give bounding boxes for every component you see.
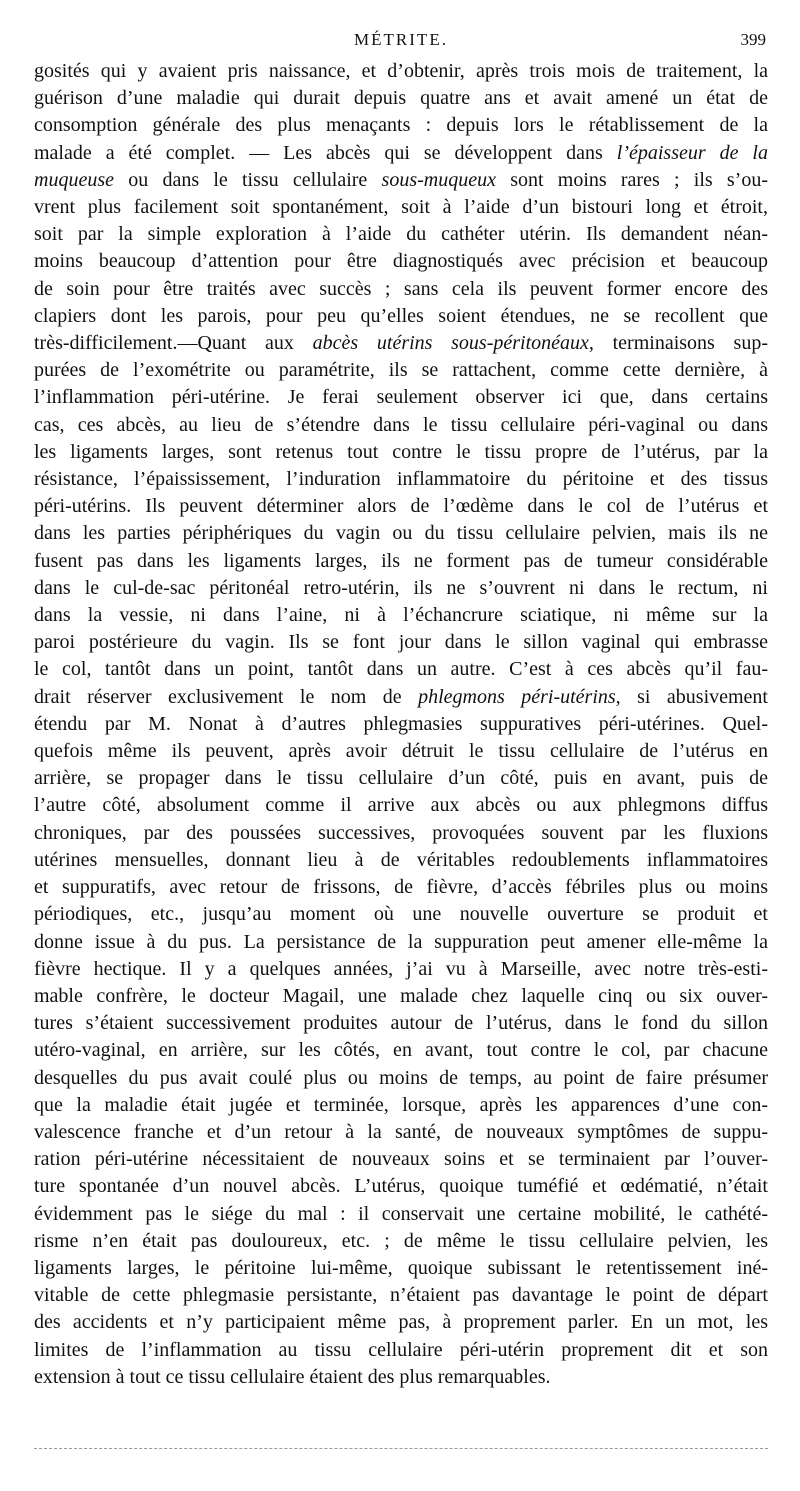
text-line (34, 956, 768, 983)
text-segment: dans le cul-de-sac péritonéal retro-utérin, ils ne s’ouvrent ni dans le rectum, ni (34, 576, 768, 599)
text-segment: utérines mensuelles, donnant lieu à de véritables redoublements inflammatoires (34, 848, 768, 871)
text-segment: ture spontanée d’un nouvel abcès. L’utérus, quoique tuméfié et œdématié, n’était (34, 1175, 768, 1198)
text-line (34, 194, 768, 221)
text-segment: arrière, se propager dans le tissu cellulaire d’un côté, puis en avant, puis de (34, 767, 768, 790)
text-line (34, 1201, 768, 1228)
text-line (34, 1282, 768, 1309)
text-segment: étendu par M. Nonat à d’autres phlegmasies suppuratives péri-utérines. Quel- (34, 712, 768, 735)
text-segment: consomption générale des plus menaçants : depuis lors le rétablissement de la (34, 114, 768, 137)
text-segment: paroi postérieure du vagin. Ils se font jour dans le sillon vaginal qui embrasse (34, 631, 768, 654)
text-segment: vitable de cette phlegmasie persistante, n’étaient pas davantage le point de départ (34, 1284, 768, 1307)
text-line (34, 384, 768, 411)
italic-text-segment: l’épaisseur de la (616, 141, 768, 164)
text-segment: de soin pour être traités avec succès ; sans cela ils peuvent former encore des (34, 277, 768, 300)
text-line (34, 820, 768, 847)
text-line (34, 656, 768, 683)
text-line (34, 493, 768, 520)
text-segment: ligaments larges, le péritoine lui-même, quoique subissant le retentissement iné- (34, 1256, 768, 1279)
text-segment: et suppuratifs, avec retour de frissons, de fièvre, d’accès fébriles plus ou moins (34, 876, 768, 899)
page-number: 399 (740, 30, 766, 49)
text-segment: donne issue à du pus. La persistance de la suppuration peut amener elle-même la (34, 930, 768, 953)
text-segment: dans la vessie, ni dans l’aine, ni à l’échancrure sciatique, ni même sur la (34, 604, 768, 627)
text-line (34, 140, 768, 167)
text-segment: ration péri-utérine nécessitaient de nouveaux soins et se terminaient par l’ouver- (34, 1148, 768, 1171)
body-paragraph (34, 58, 768, 1391)
text-line (34, 629, 768, 656)
text-line (34, 1364, 768, 1391)
text-segment: des accidents et n’y participaient même pas, à proprement parler. En un mot, les (34, 1311, 768, 1334)
text-segment: le col, tantôt dans un point, tantôt dans un autre. C’est à ces abcès qu’il fau- (34, 658, 768, 681)
italic-text-segment: abcès utérins sous-péritonéaux (312, 332, 589, 355)
text-segment: drait réserver exclusivement le nom de (34, 685, 419, 708)
text-line (34, 602, 768, 629)
text-segment: purées de l’exométrite ou paramétrite, ils se rattachent, comme cette dernière, à (34, 359, 768, 382)
text-line (34, 303, 768, 330)
text-line (34, 248, 768, 275)
italic-text-segment: phlegmons péri-utérins (418, 685, 616, 708)
text-segment: malade a été complet. — Les abcès qui se développent dans (34, 141, 617, 164)
text-segment: péri-utérins. Ils peuvent déterminer alors de l’œdème dans le col de l’utérus et (34, 495, 768, 518)
text-line (34, 1010, 768, 1037)
text-segment: fusent pas dans les ligaments larges, ils ne forment pas de tumeur considérable (34, 549, 768, 572)
text-segment: quefois même ils peuvent, après avoir détruit le tissu cellulaire de l’utérus en (34, 740, 768, 763)
text-segment: valescence franche et d’un retour à la santé, de nouveaux symptômes de suppu- (34, 1120, 768, 1143)
text-line (34, 412, 768, 439)
page-header (34, 30, 768, 58)
text-segment: résistance, l’épaississement, l’induration inflammatoire du péritoine et des tissus (34, 468, 768, 491)
text-line (34, 874, 768, 901)
text-line (34, 439, 768, 466)
text-line (34, 684, 768, 711)
text-line (34, 276, 768, 303)
text-line (34, 983, 768, 1010)
text-segment: que la maladie était jugée et terminée, lorsque, après les apparences d’une con- (34, 1093, 768, 1116)
text-segment: extension à tout ce tissu cellulaire étaient des plus remarquables. (34, 1365, 551, 1388)
text-line (34, 711, 768, 738)
text-segment: périodiques, etc., jusqu’au moment où une nouvelle ouverture se produit et (34, 903, 768, 926)
text-line (34, 929, 768, 956)
text-segment: cas, ces abcès, au lieu de s’étendre dans le tissu cellulaire péri-vaginal ou dans (34, 413, 768, 436)
text-segment: mable confrère, le docteur Magail, une malade chez laquelle cinq ou six ouver- (34, 984, 768, 1007)
text-segment: guérison d’une maladie qui durait depuis quatre ans et avait amené un état de (34, 87, 768, 110)
text-line (34, 1255, 768, 1282)
text-line (34, 1228, 768, 1255)
text-segment: les ligaments larges, sont retenus tout contre le tissu propre de l’utérus, par la (34, 440, 768, 463)
text-line (34, 575, 768, 602)
text-line (34, 85, 768, 112)
text-line (34, 1119, 768, 1146)
text-segment: vrent plus facilement soit spontanément, soit à l’aide d’un bistouri long et étroit, (34, 196, 768, 219)
text-segment: limites de l’inflammation au tissu cellulaire péri-utérin proprement dit et son (34, 1338, 768, 1361)
text-segment: , si abusivement (615, 685, 768, 708)
text-segment: l’inflammation péri-utérine. Je ferai seulement observer ici que, dans certains (34, 386, 768, 409)
text-line (34, 466, 768, 493)
text-segment: soit par la simple exploration à l’aide du cathéter utérin. Ils demandent néan- (34, 223, 768, 246)
text-line (34, 1337, 768, 1364)
text-line (34, 221, 768, 248)
text-line (34, 520, 768, 547)
text-segment: gosités qui y avaient pris naissance, et d’obtenir, après trois mois de traitement, la (34, 60, 768, 82)
text-line (34, 1146, 768, 1173)
text-segment: ou dans le tissu cellulaire (113, 168, 382, 191)
text-segment: utéro-vaginal, en arrière, sur les côtés, en avant, tout contre le col, par chacune (34, 1039, 768, 1062)
text-segment: clapiers dont les parois, pour peu qu’elles soient étendues, ne se recollent que (34, 304, 768, 327)
text-line (34, 1092, 768, 1119)
running-title: MÉTRITE. (354, 30, 448, 49)
text-line (34, 1173, 768, 1200)
text-line (34, 58, 768, 85)
text-line (34, 112, 768, 139)
text-line (34, 792, 768, 819)
text-segment: desquelles du pus avait coulé plus ou moins de temps, au point de faire présumer (34, 1066, 768, 1089)
text-line (34, 167, 768, 194)
text-line (34, 847, 768, 874)
text-segment: , terminaisons sup- (588, 332, 768, 355)
text-segment: l’autre côté, absolument comme il arrive aux abcès ou aux phlegmons diffus (34, 794, 768, 817)
text-segment: moins beaucoup d’attention pour être diagnostiqués avec précision et beaucoup (34, 250, 768, 273)
book-page (34, 30, 768, 1391)
text-line (34, 1065, 768, 1092)
italic-text-segment: sous-muqueux (381, 168, 496, 191)
text-line (34, 765, 768, 792)
text-line (34, 901, 768, 928)
text-segment: chroniques, par des poussées successives, provoquées souvent par les fluxions (34, 821, 768, 844)
text-line (34, 738, 768, 765)
text-segment: risme n’en était pas douloureux, etc. ; de même le tissu cellulaire pelvien, les (34, 1229, 768, 1252)
text-line (34, 330, 768, 357)
text-segment: dans les parties périphériques du vagin ou du tissu cellulaire pelvien, mais ils ne (34, 522, 768, 545)
text-segment: fièvre hectique. Il y a quelques années, j’ai vu à Marseille, avec notre très-esti- (34, 957, 768, 980)
text-line (34, 1309, 768, 1336)
footer-dotted-rule (34, 1448, 768, 1449)
text-segment: sont moins rares ; ils s’ou- (495, 168, 768, 191)
text-line (34, 548, 768, 575)
text-line (34, 357, 768, 384)
text-segment: évidemment pas le siége du mal : il conservait une certaine mobilité, le cathété- (34, 1202, 768, 1225)
text-segment: très-difficilement.—Quant aux (34, 332, 313, 355)
italic-text-segment: muqueuse (34, 168, 114, 191)
text-line (34, 1037, 768, 1064)
text-segment: tures s’étaient successivement produites autour de l’utérus, dans le fond du sillon (34, 1012, 768, 1035)
